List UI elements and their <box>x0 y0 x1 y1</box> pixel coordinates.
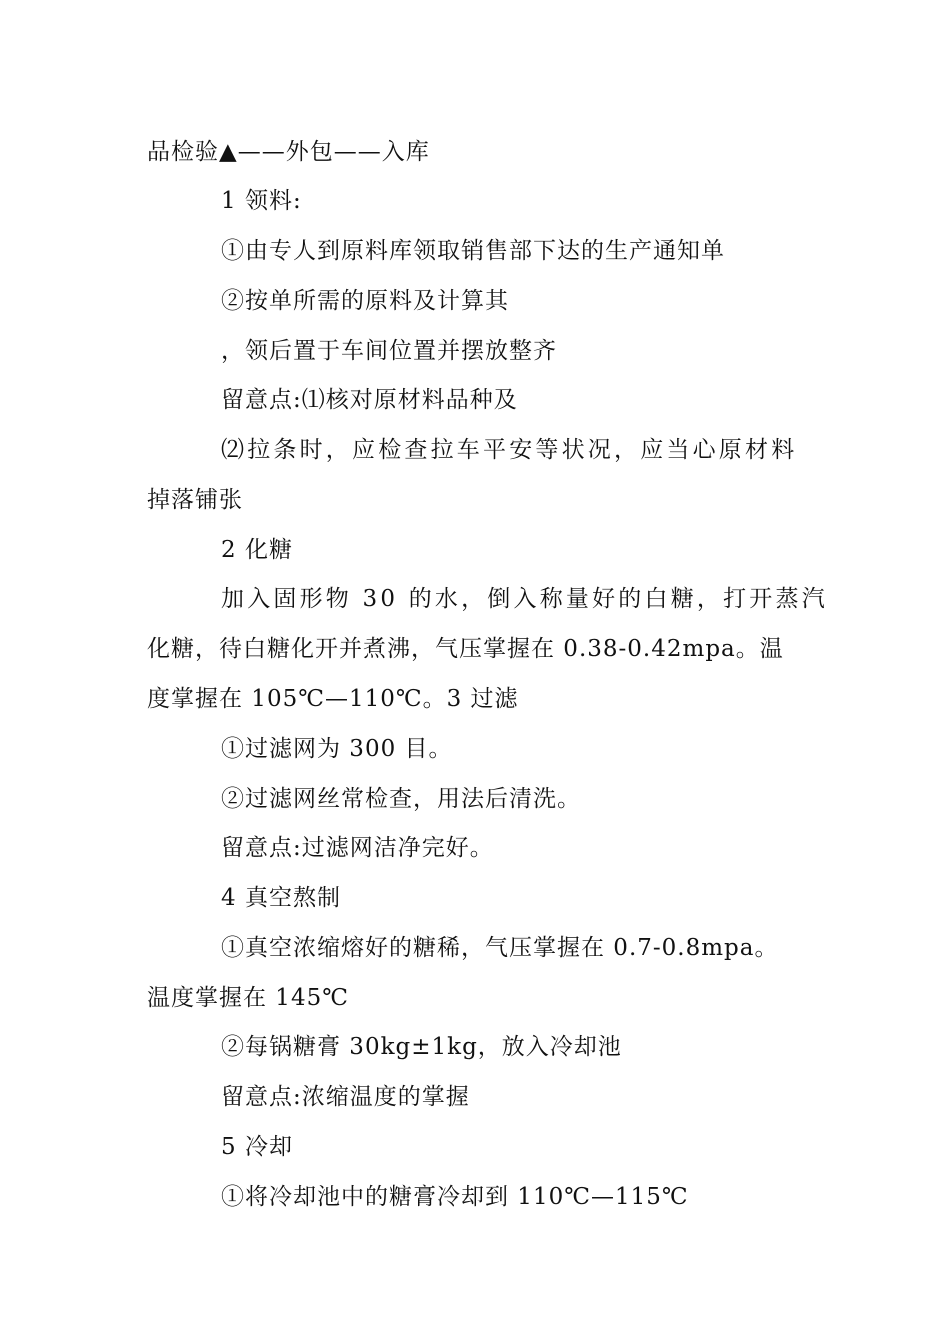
text-line: 加入固形物 30 的水，倒入称量好的白糖，打开蒸汽 <box>221 586 828 612</box>
note-line: 留意点:过滤网洁净完好。 <box>221 835 494 861</box>
text-line: ①过滤网为 300 目。 <box>221 736 453 762</box>
text-line: 化糖，待白糖化开并煮沸，气压掌握在 0.38-0.42mpa。温 <box>147 636 784 662</box>
section-heading: 4 真空熬制 <box>221 885 341 911</box>
text-line: ②过滤网丝常检查，用法后清洗。 <box>221 786 581 812</box>
text-line: ⑵拉条时，应检查拉车平安等状况，应当心原材料 <box>221 437 798 463</box>
text-line: 品检验▲——外包——入库 <box>147 139 430 165</box>
text-line: ①将冷却池中的糖膏冷却到 110℃—115℃ <box>221 1184 689 1210</box>
note-line: 留意点:浓缩温度的掌握 <box>221 1084 470 1110</box>
text-line: ②按单所需的原料及计算其 <box>221 288 509 314</box>
text-line: ②每锅糖膏 30kg±1kg，放入冷却池 <box>221 1034 622 1060</box>
section-heading: 2 化糖 <box>221 537 293 563</box>
text-line: ①由专人到原料库领取销售部下达的生产通知单 <box>221 238 725 264</box>
text-line: ，领后置于车间位置并摆放整齐 <box>221 338 557 364</box>
text-line: 温度掌握在 145℃ <box>147 985 349 1011</box>
note-line: 留意点:⑴核对原材料品种及 <box>221 387 518 413</box>
text-line: ①真空浓缩熔好的糖稀，气压掌握在 0.7-0.8mpa。 <box>221 935 779 961</box>
section-heading: 5 冷却 <box>221 1134 293 1160</box>
text-line: 度掌握在 105℃—110℃。3 过滤 <box>147 686 519 712</box>
section-heading: 1 领料: <box>221 188 302 214</box>
text-line: 掉落铺张 <box>147 487 243 513</box>
